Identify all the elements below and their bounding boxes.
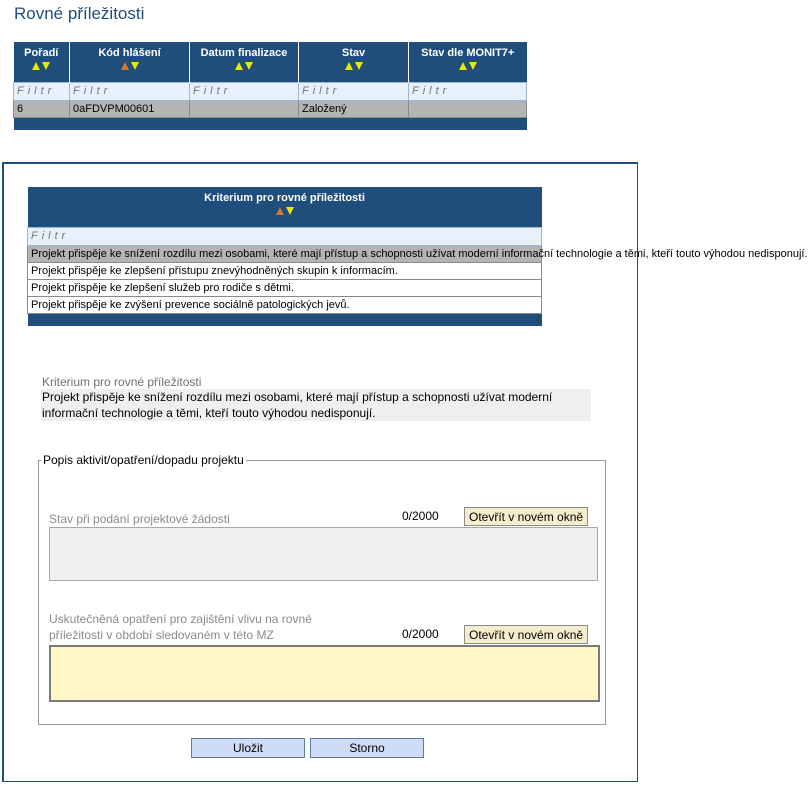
criterion-cell: Projekt přispěje ke zlepšení přístupu znevýhodněných skupin k informacím. bbox=[28, 262, 542, 279]
field1-counter: 0/2000 bbox=[402, 509, 439, 523]
criterion-cell: Projekt přispěje ke zvýšení prevence sociálně patologických jevů. bbox=[28, 296, 542, 313]
filter-input-poradi[interactable] bbox=[14, 83, 69, 100]
criterion-cell: Projekt přispěje ke zlepšení služeb pro rodiče s dětmi. bbox=[28, 279, 542, 296]
open-new-window-button[interactable]: Otevřít v novém okně bbox=[464, 507, 588, 526]
open-new-window-button[interactable]: Otevřít v novém okně bbox=[464, 625, 588, 644]
criteria-grid-header bbox=[28, 187, 542, 227]
cancel-button[interactable]: Storno bbox=[310, 738, 424, 758]
measures-taken-textarea[interactable] bbox=[49, 645, 600, 702]
reports-grid bbox=[13, 42, 527, 130]
column-header-stav-monit[interactable]: Stav dle MONIT7+ bbox=[409, 42, 527, 82]
criterion-value: Projekt přispěje ke snížení rozdílu mezi osobami, které mají přístup a schopnosti užívat moderní informační technologie a těmi, kteří touto výhodou nedisponují. bbox=[41, 389, 591, 421]
filter-input-kod[interactable] bbox=[70, 83, 189, 100]
grid-footer bbox=[14, 117, 527, 130]
filter-input-stav-monit[interactable] bbox=[409, 83, 526, 100]
cell-kod-hlaseni: 0aFDVPM00601 bbox=[70, 100, 190, 117]
column-header-stav[interactable]: Stav bbox=[299, 42, 409, 82]
filter-input-stav[interactable] bbox=[299, 83, 408, 100]
reports-grid-header bbox=[14, 42, 527, 82]
column-header-poradi[interactable]: Pořadí bbox=[14, 42, 70, 82]
sort-arrows-icon[interactable] bbox=[30, 206, 540, 216]
field2-label: Uskutečněná opatření pro zajištění vlivu na rovné příležitosti v období sledovaném v této MZ bbox=[49, 612, 312, 642]
save-button[interactable]: Uložit bbox=[191, 738, 305, 758]
criteria-grid bbox=[27, 187, 808, 326]
field2-counter: 0/2000 bbox=[402, 627, 439, 641]
cell-poradi: 6 bbox=[14, 100, 70, 117]
table-row[interactable] bbox=[28, 279, 542, 296]
criterion-label: Kriterium pro rovné příležitosti bbox=[42, 375, 202, 389]
grid-footer bbox=[28, 313, 542, 326]
filter-input-datum[interactable] bbox=[190, 83, 298, 100]
sort-arrows-icon[interactable] bbox=[192, 61, 296, 71]
table-row[interactable] bbox=[14, 100, 527, 117]
column-header-kod-hlaseni[interactable]: Kód hlášení bbox=[70, 42, 190, 82]
activities-legend: Popis aktivit/opatření/dopadu projektu bbox=[43, 453, 244, 467]
criterion-cell: Projekt přispěje ke snížení rozdílu mezi osobami, které mají přístup a schopnosti užívat moderní informační technologie a těmi, kteří touto výhodou nedisponují. bbox=[28, 245, 542, 262]
cell-stav-monit bbox=[409, 100, 527, 117]
page-title: Rovné příležitosti bbox=[14, 4, 145, 23]
filter-input-kriterium[interactable] bbox=[28, 228, 541, 245]
table-row[interactable] bbox=[28, 262, 542, 279]
filter-row bbox=[28, 227, 542, 245]
table-row[interactable] bbox=[28, 296, 542, 313]
sort-arrows-icon[interactable] bbox=[411, 61, 525, 71]
initial-state-textarea[interactable] bbox=[49, 527, 598, 581]
filter-row bbox=[14, 82, 527, 100]
field1-label: Stav při podání projektové žádosti bbox=[49, 512, 230, 526]
sort-arrows-icon[interactable] bbox=[301, 61, 406, 71]
cell-datum-finalizace bbox=[190, 100, 299, 117]
cell-stav: Založený bbox=[299, 100, 409, 117]
table-row[interactable] bbox=[28, 245, 542, 262]
column-header-datum-finalizace[interactable]: Datum finalizace bbox=[190, 42, 299, 82]
column-header-kriterium[interactable]: Kriterium pro rovné příležitosti bbox=[28, 187, 542, 227]
sort-arrows-icon[interactable] bbox=[72, 61, 187, 71]
sort-arrows-icon[interactable] bbox=[16, 61, 68, 71]
